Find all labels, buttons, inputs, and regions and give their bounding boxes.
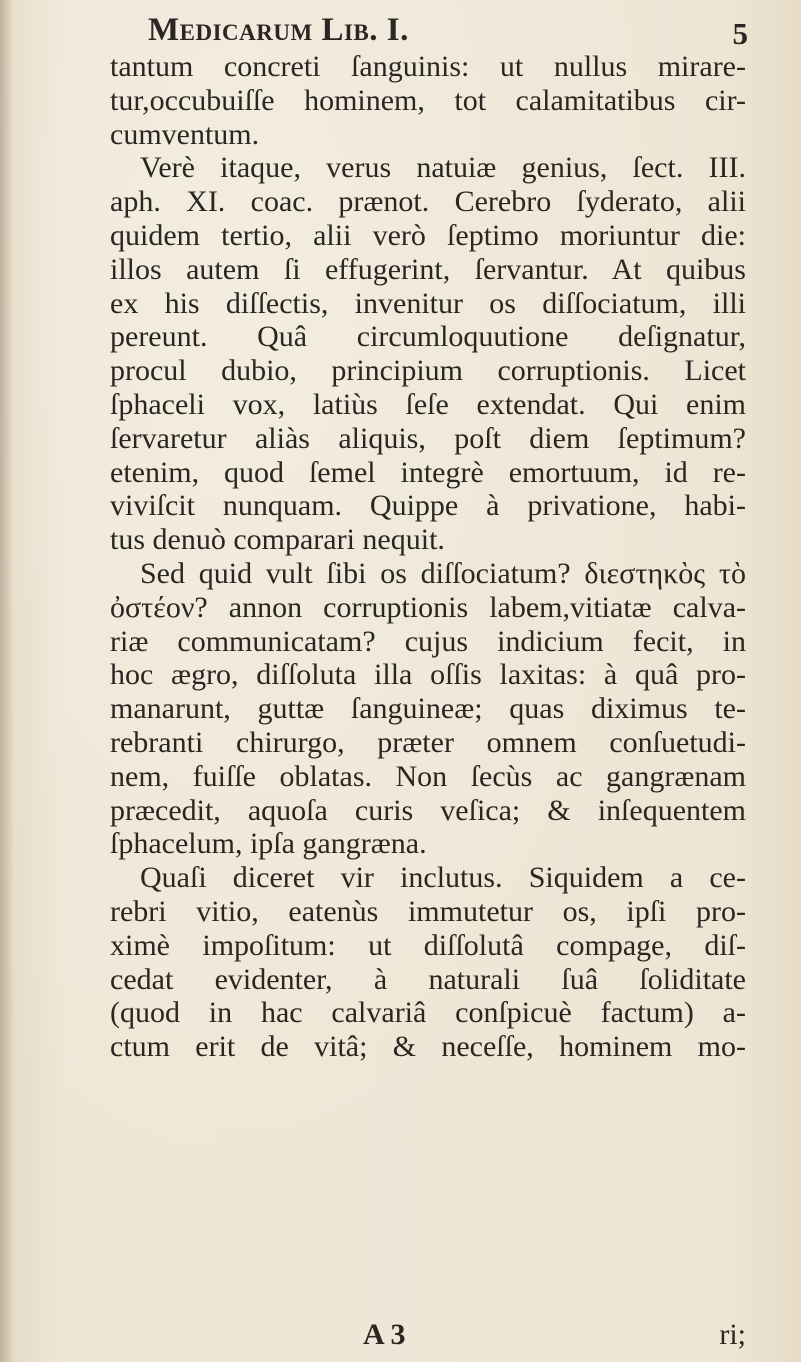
page-header [148, 6, 748, 50]
text-line: manarunt, guttæ ſanguineæ; quas diximus te- [110, 692, 746, 726]
text-line: illos autem ſi effugerint, ſervantur. At quibus [110, 252, 746, 286]
text-line: (quod in hac calvariâ conſpicuè factum) a- [110, 996, 746, 1030]
text-line: riæ communicatam? cujus indicium fecit, in [110, 624, 746, 658]
text-line: ſphaceli vox, latiùs ſeſe extendat. Qui enim [110, 387, 746, 421]
catchword: ri; [719, 1318, 746, 1351]
page-gutter-shadow [0, 0, 14, 1362]
text-line: viviſcit nunquam. Quippe à privatione, habi- [110, 489, 746, 523]
text-line: ctum erit de vitâ; & neceſſe, hominem mo- [110, 1030, 746, 1064]
text-line: procul dubio, principium corruptionis. Licet [110, 354, 746, 388]
text-line: ſervaretur aliàs aliquis, poſt diem ſeptimum? [110, 421, 746, 455]
text-line: rebranti chirurgo, præter omnem conſuetudi- [110, 725, 746, 759]
text-line: ximè impoſitum: ut diſſolutâ compage, diſ- [110, 928, 746, 962]
text-line: Verè itaque, verus natuiæ genius, ſect. III. [140, 151, 746, 185]
page-footer [110, 1318, 746, 1358]
text-line: nem, fuiſſe oblatas. Non ſecùs ac gangrænam [110, 759, 746, 793]
text-line: tus denuò comparari nequit. [110, 523, 445, 557]
text-line: Sed quid vult ſibi os diſſociatum? διεστηκὸς τὸ [140, 556, 746, 590]
text-line: aph. XI. coac. prænot. Cerebro ſyderato, alii [110, 185, 746, 219]
text-line: tur,occubuiſſe hominem, tot calamitatibus cir- [110, 83, 746, 117]
text-line: cumventum. [110, 117, 260, 151]
text-line: Quaſi diceret vir inclutus. Siquidem a ce- [140, 861, 746, 895]
page-number: 5 [732, 16, 748, 51]
text-line: præcedit, aquoſa curis veſica; & inſequentem [110, 793, 746, 827]
text-line: tantum concreti ſanguinis: ut nullus mirare- [110, 50, 746, 83]
signature-mark: A 3 [363, 1318, 406, 1351]
text-line: ſphacelum, ipſa gangræna. [110, 827, 427, 861]
body-text [110, 50, 746, 1064]
text-line: pereunt. Quâ circumloquutione deſignatur, [110, 320, 746, 354]
text-line: hoc ægro, diſſoluta illa oſſis laxitas: à quâ pro- [110, 658, 746, 692]
text-line: quidem tertio, alii verò ſeptimo moriuntur die: [110, 218, 746, 252]
text-line: ὀστέον? annon corruptionis labem,vitiatæ calva- [110, 590, 746, 624]
text-line: ex his diſſectis, invenitur os diſſociatum, illi [110, 286, 746, 320]
text-line: cedat evidenter, à naturali ſuâ ſoliditate [110, 962, 746, 996]
text-line: etenim, quod ſemel integrè emortuum, id re- [110, 455, 746, 489]
text-line: rebri vitio, eatenùs immutetur os, ipſi pro- [110, 894, 746, 928]
running-title: Medicarum Lib. I. [148, 12, 409, 48]
